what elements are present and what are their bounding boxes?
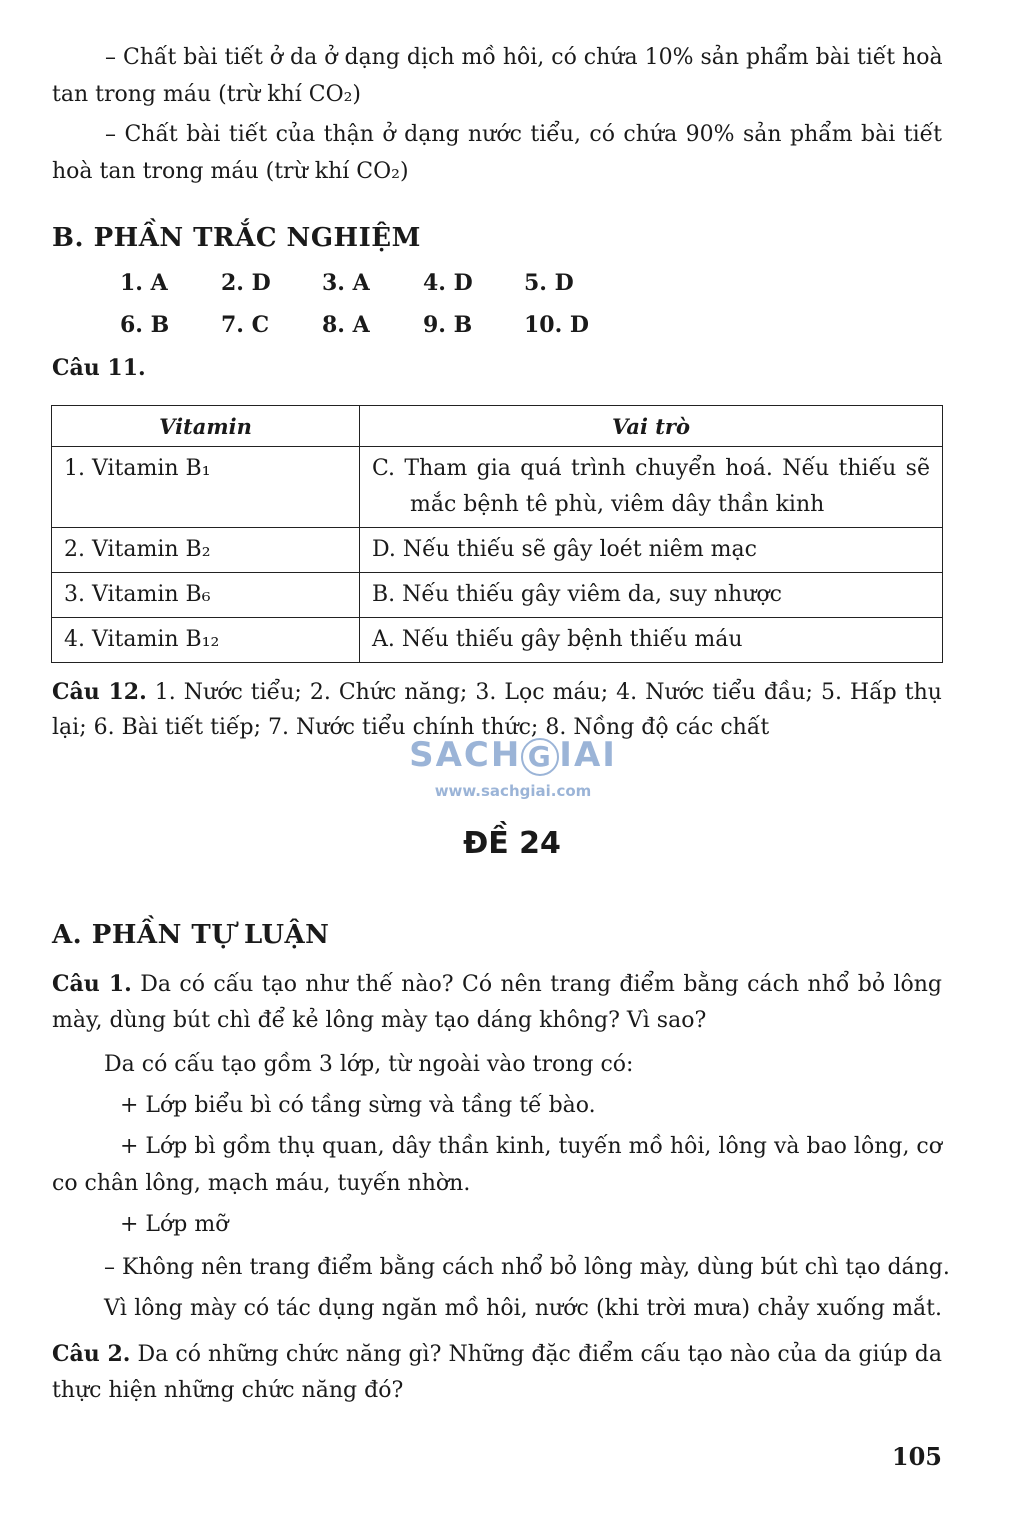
answer-item: 3. A — [322, 270, 370, 296]
answer-1-line-2: + Lớp biểu bì có tầng sừng và tầng tế bào. — [120, 1093, 596, 1118]
role-text: B. Nếu thiếu gây viêm da, suy nhược — [372, 582, 782, 607]
watermark-brand-left: SACH — [409, 735, 522, 775]
role-text: A. Nếu thiếu gây bệnh thiếu máu — [372, 627, 743, 652]
vitamin-table — [51, 405, 943, 663]
answer-item: 10. D — [524, 312, 590, 338]
answer-1-line-1: Da có cấu tạo gồm 3 lớp, từ ngoài vào trong có: — [104, 1052, 634, 1077]
table-header-row — [52, 406, 943, 447]
table-header-role: Vai trò — [360, 406, 943, 447]
table-row — [52, 528, 943, 573]
table-cell-vitamin: 4. Vitamin B₁₂ — [52, 618, 360, 663]
question-12-line-2: lại; 6. Bài tiết tiếp; 7. Nước tiểu chính thức; 8. Nồng độ các chất — [52, 715, 770, 740]
table-cell-role — [360, 618, 943, 663]
question-1-label: Câu 1. — [52, 971, 132, 997]
table-cell-role — [360, 528, 943, 573]
table-cell-vitamin: 2. Vitamin B₂ — [52, 528, 360, 573]
intro-line-1: – Chất bài tiết ở da ở dạng dịch mồ hôi, có chứa 10% sản phẩm bài tiết hoà — [105, 45, 943, 70]
answers-row-2 — [120, 312, 625, 338]
answer-1-line-3: + Lớp bì gồm thụ quan, dây thần kinh, tuyến mồ hôi, lông và bao lông, cơ — [120, 1134, 943, 1159]
intro-line-3: – Chất bài tiết của thận ở dạng nước tiểu, có chứa 90% sản phẩm bài tiết — [105, 122, 942, 147]
answer-1-line-4: co chân lông, mạch máu, tuyến nhờn. — [52, 1171, 471, 1196]
table-cell-role — [360, 447, 943, 528]
answer-item: 1. A — [120, 270, 168, 296]
section-b-heading: B. PHẦN TRẮC NGHIỆM — [52, 223, 421, 253]
answers-row-1 — [120, 270, 625, 296]
question-12-line-1 — [52, 674, 942, 711]
page-number: 105 — [891, 1442, 942, 1471]
exam-title: ĐỀ 24 — [463, 826, 561, 861]
role-text: D. Nếu thiếu sẽ gây loét niêm mạc — [372, 537, 757, 562]
answer-item: 6. B — [120, 312, 170, 338]
table-cell-role — [360, 573, 943, 618]
answer-1-line-6: – Không nên trang điểm bằng cách nhổ bỏ lông mày, dùng bút chì tạo dáng. — [104, 1255, 950, 1280]
role-text: C. Tham gia quá trình chuyển hoá. Nếu thiếu sẽ mắc bệnh tê phù, viêm dây thần kinh — [372, 456, 930, 517]
table-cell-vitamin: 1. Vitamin B₁ — [52, 447, 360, 528]
question-2-label: Câu 2. — [52, 1341, 131, 1367]
answer-item: 5. D — [524, 270, 574, 296]
question-1-line-2: mày, dùng bút chì để kẻ lông mày tạo dáng không? Vì sao? — [52, 1008, 707, 1033]
answer-item: 8. A — [322, 312, 370, 338]
question-1-line-1 — [52, 966, 942, 1003]
question-12-label: Câu 12. — [52, 679, 147, 705]
answer-item: 9. B — [423, 312, 473, 338]
question-2-line-1 — [52, 1336, 942, 1373]
question-12-text-1: 1. Nước tiểu; 2. Chức năng; 3. Lọc máu; 4. Nước tiểu đầu; 5. Hấp thụ — [154, 680, 942, 705]
watermark-url: www.sachgiai.com — [434, 782, 592, 800]
answer-1-line-7: Vì lông mày có tác dụng ngăn mồ hôi, nước (khi trời mưa) chảy xuống mắt. — [104, 1296, 942, 1321]
watermark-logo — [408, 735, 618, 776]
table-row — [52, 618, 943, 663]
question-2-line-2: thực hiện những chức năng đó? — [52, 1378, 404, 1403]
question-11-label: Câu 11. — [52, 355, 146, 381]
intro-line-2: tan trong máu (trừ khí CO₂) — [52, 82, 362, 107]
watermark — [408, 735, 618, 800]
section-a-heading: A. PHẦN TỰ LUẬN — [52, 920, 330, 950]
watermark-g-icon: G — [521, 738, 559, 776]
answer-1-line-5: + Lớp mỡ — [120, 1212, 229, 1237]
question-2-text-1: Da có những chức năng gì? Những đặc điểm cấu tạo nào của da giúp da — [137, 1342, 943, 1367]
table-row — [52, 447, 943, 528]
table-header-vitamin: Vitamin — [52, 406, 360, 447]
table-cell-vitamin: 3. Vitamin B₆ — [52, 573, 360, 618]
table-row — [52, 573, 943, 618]
answer-item: 7. C — [221, 312, 270, 338]
answer-item: 4. D — [423, 270, 473, 296]
watermark-brand-right: IAI — [559, 735, 617, 775]
answer-item: 2. D — [221, 270, 271, 296]
question-1-text-1: Da có cấu tạo như thế nào? Có nên trang điểm bằng cách nhổ bỏ lông — [140, 972, 943, 997]
intro-line-4: hoà tan trong máu (trừ khí CO₂) — [52, 159, 409, 184]
